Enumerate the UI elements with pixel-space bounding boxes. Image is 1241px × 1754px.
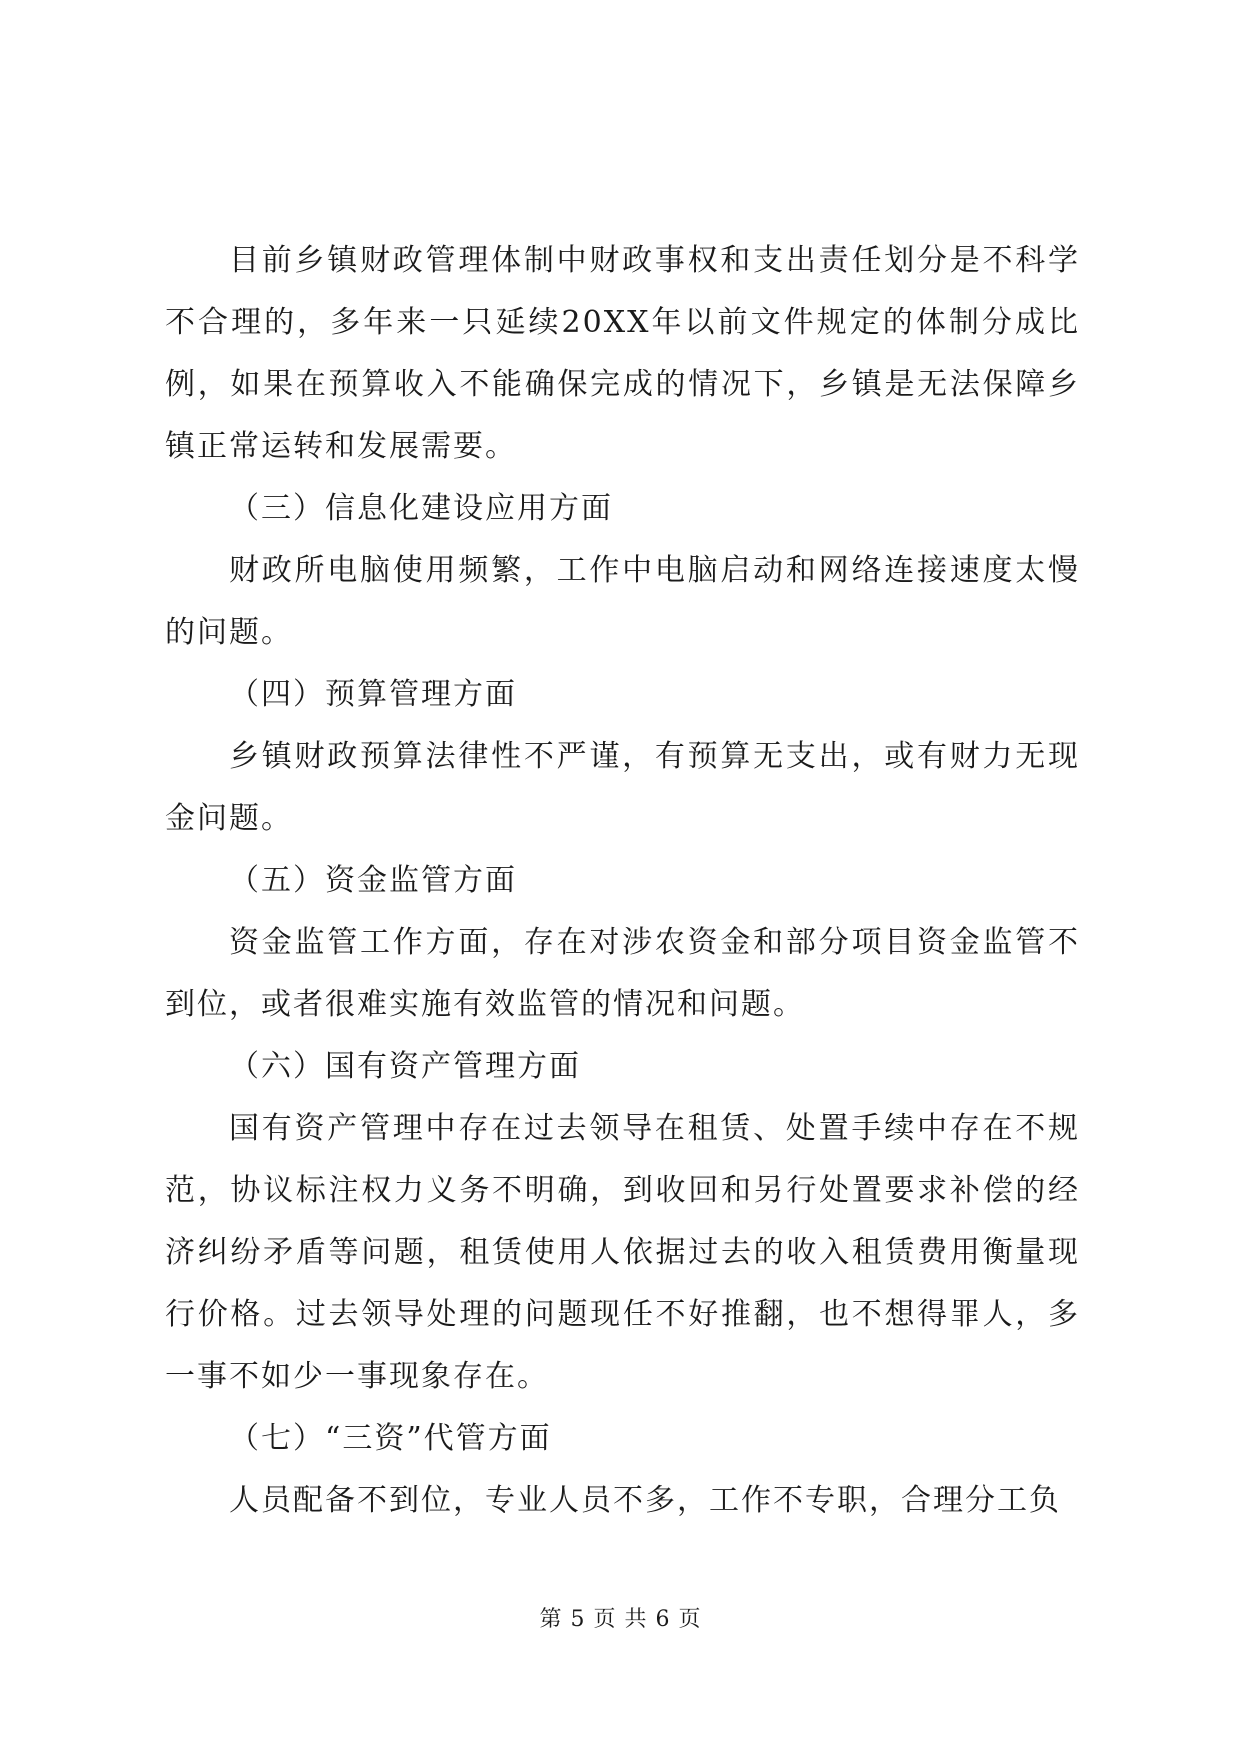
heading-budget-management: （四）预算管理方面 — [229, 677, 517, 712]
page-footer — [0, 1602, 1241, 1633]
heading-three-assets-custody: （七）“三资”代管方面 — [229, 1421, 552, 1456]
heading-informatization: （三）信息化建设应用方面 — [229, 491, 613, 526]
paragraph-fund-supervision: 资金监管工作方面，存在对涉农资金和部分项目资金监管不到位，或者很难实施有效监管的情况和问题。 — [165, 925, 1080, 1022]
heading-fund-supervision: （五）资金监管方面 — [229, 863, 517, 898]
paragraph-state-assets: 国有资产管理中存在过去领导在租赁、处置手续中存在不规范，协议标注权力义务不明确，到收回和另行处置要求补偿的经济纠纷矛盾等问题，租赁使用人依据过去的收入租赁费用衡量现行价格。过去领导处理的问题现任不好推翻，也不想得罪人，多一事不如少一事现象存在。 — [165, 1111, 1080, 1394]
paragraph-fiscal-system: 目前乡镇财政管理体制中财政事权和支出责任划分是不科学不合理的，多年来一只延续20XX年以前文件规定的体制分成比例，如果在预算收入不能确保完成的情况下，乡镇是无法保障乡镇正常运转和发展需要。 — [165, 243, 1080, 464]
paragraph-budget-management: 乡镇财政预算法律性不严谨，有预算无支出，或有财力无现金问题。 — [165, 739, 1080, 836]
paragraph-three-assets-custody: 人员配备不到位，专业人员不多，工作不专职，合理分工负 — [229, 1483, 1061, 1518]
page-number-label: 第 5 页 共 6 页 — [539, 1607, 702, 1632]
heading-state-assets: （六）国有资产管理方面 — [229, 1049, 581, 1084]
document-body — [165, 230, 1080, 1532]
paragraph-informatization: 财政所电脑使用频繁，工作中电脑启动和网络连接速度太慢的问题。 — [165, 553, 1080, 650]
